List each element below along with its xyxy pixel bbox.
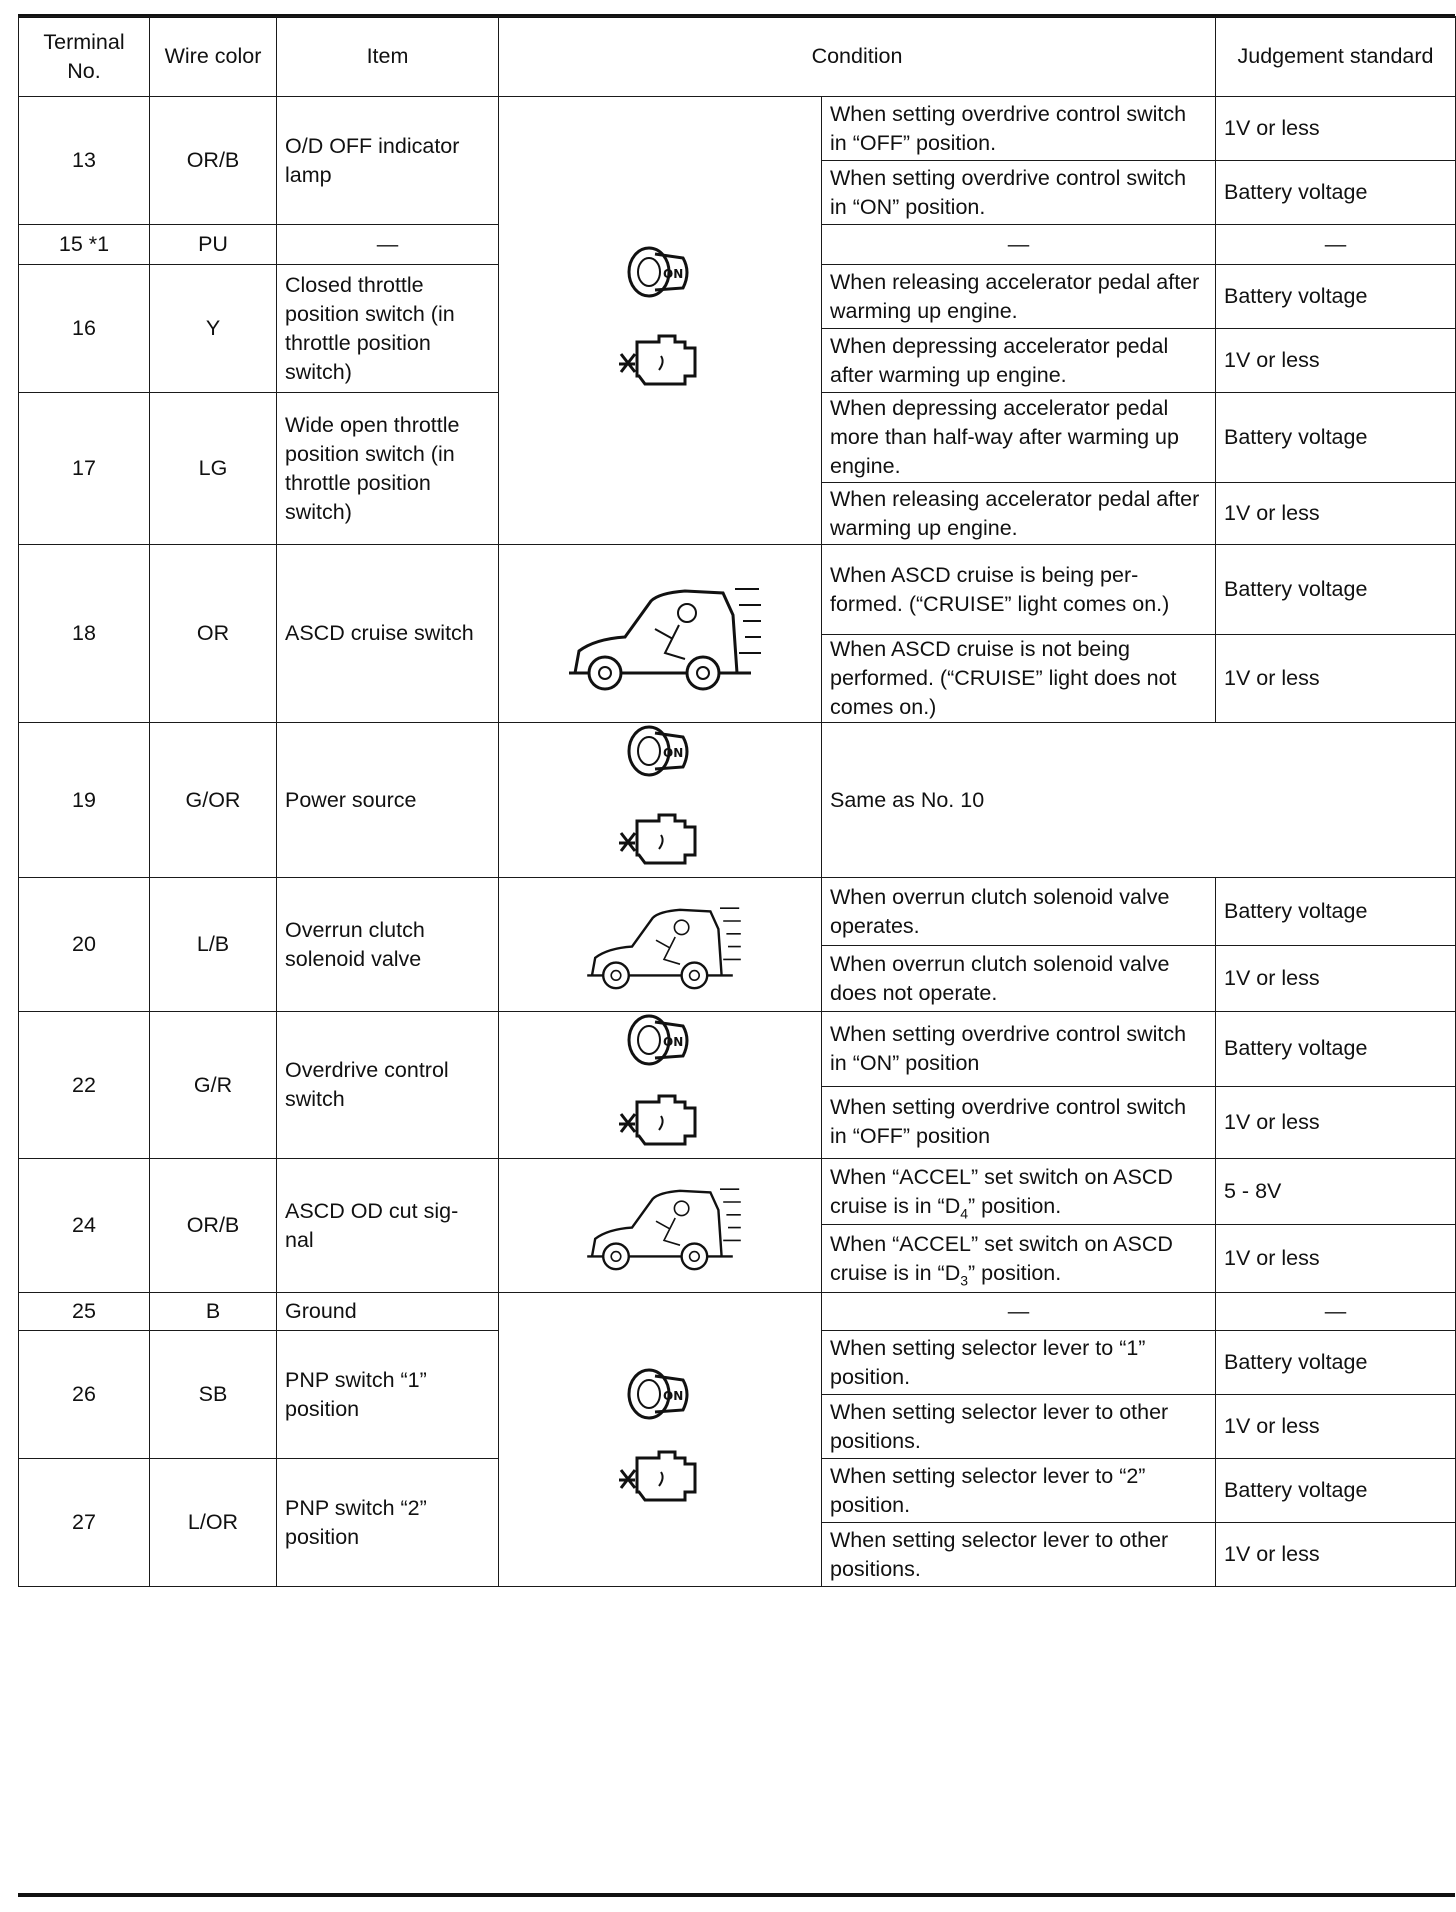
item-name: ASCD cruise switch [277, 545, 499, 723]
header-condition: Condition [499, 17, 1216, 97]
judgement-value: 1V or less [1216, 483, 1456, 545]
condition-text: When setting selector lever to “1” position. [822, 1331, 1216, 1395]
engine-icon [615, 1444, 705, 1514]
condition-text: When setting selector lever to “2” position. [822, 1459, 1216, 1523]
item-name: PNP switch “1” position [277, 1331, 499, 1459]
item-name: Power source [277, 723, 499, 878]
item-name: Overdrive control switch [277, 1012, 499, 1159]
item-name: Wide open throttle position switch (in throttle position switch) [277, 393, 499, 545]
engine-icon [615, 807, 705, 877]
item-name: PNP switch “2” position [277, 1459, 499, 1587]
condition-text: When ASCD cruise is being per- formed. (“CRUISE” light comes on.) [822, 545, 1216, 635]
header-item: Item [277, 17, 499, 97]
item-name: Overrun clutch solenoid valve [277, 878, 499, 1012]
condition-text: When depressing accelerator pedal more than half-way after warming up engine. [822, 393, 1216, 483]
judgement-value: Battery voltage [1216, 393, 1456, 483]
condition-icons [499, 1293, 822, 1587]
condition-text: When “ACCEL” set switch on ASCD cruise is in “$D_3$” position. [822, 1225, 1216, 1293]
condition-text: When “ACCEL” set switch on ASCD cruise is in “$D_4$” position. [822, 1159, 1216, 1225]
terminal-no: 15 *1 [19, 225, 150, 265]
judgement-value: 1V or less [1216, 1086, 1456, 1158]
condition-icons [499, 878, 822, 1012]
terminal-no: 18 [19, 545, 150, 723]
ignition-key-on-icon [625, 1366, 695, 1430]
judgement-value: 1V or less [1216, 1523, 1456, 1587]
header-judgement: Judgement standard [1216, 17, 1456, 97]
table-row [19, 1012, 1456, 1087]
condition-text: When setting overdrive control switch in “OFF” position [822, 1086, 1216, 1158]
condition-text: — [822, 1293, 1216, 1331]
svg-text:ON: ON [663, 1388, 684, 1403]
judgement-value: Battery voltage [1216, 1012, 1456, 1087]
condition-text: When setting overdrive control switch in “ON” position. [822, 161, 1216, 225]
judgement-value: 1V or less [1216, 97, 1456, 161]
condition-text: When depressing accelerator pedal after warming up engine. [822, 329, 1216, 393]
terminal-no: 19 [19, 723, 150, 878]
wire-color: OR [150, 545, 277, 723]
judgement-value: Battery voltage [1216, 878, 1456, 946]
condition-text: When setting selector lever to other positions. [822, 1395, 1216, 1459]
terminal-no: 17 [19, 393, 150, 545]
item-name: Ground [277, 1293, 499, 1331]
table-row [19, 1293, 1456, 1331]
condition-icons [499, 97, 822, 545]
judgement-value: 1V or less [1216, 329, 1456, 393]
condition-text: — [822, 225, 1216, 265]
judgement-value: Battery voltage [1216, 265, 1456, 329]
item-name: ASCD OD cut sig- nal [277, 1159, 499, 1293]
ignition-key-on-icon [625, 723, 695, 787]
condition-text: When releasing accelerator pedal after warming up engine. [822, 265, 1216, 329]
condition-text: When releasing accelerator pedal after warming up engine. [822, 483, 1216, 545]
terminal-no: 13 [19, 97, 150, 225]
header-wire-color: Wire color [150, 17, 277, 97]
condition-icons [499, 1159, 822, 1293]
judgement-value: — [1216, 225, 1456, 265]
judgement-value: Battery voltage [1216, 161, 1456, 225]
wire-color: SB [150, 1331, 277, 1459]
header-row [19, 17, 1456, 97]
judgement-value: 1V or less [1216, 1395, 1456, 1459]
wire-color: PU [150, 225, 277, 265]
wire-color: Y [150, 265, 277, 393]
condition-icons [499, 1012, 822, 1159]
svg-text:ON: ON [663, 1035, 684, 1049]
wire-color: B [150, 1293, 277, 1331]
item-name: O/D OFF indicator lamp [277, 97, 499, 225]
terminal-spec-table [18, 16, 1456, 1587]
wire-color: L/B [150, 878, 277, 1012]
car-driving-icon [555, 982, 765, 1006]
svg-text:ON: ON [663, 746, 684, 760]
ignition-key-on-icon [625, 244, 695, 308]
terminal-no: 27 [19, 1459, 150, 1587]
condition-text: Same as No. 10 [822, 723, 1456, 878]
wire-color: L/OR [150, 1459, 277, 1587]
item-name: Closed throttle position switch (in throttle position switch) [277, 265, 499, 393]
judgement-value: Battery voltage [1216, 1459, 1456, 1523]
judgement-value: 1V or less [1216, 1225, 1456, 1293]
engine-icon [615, 328, 705, 398]
table-row [19, 1159, 1456, 1225]
judgement-value: — [1216, 1293, 1456, 1331]
terminal-no: 22 [19, 1012, 150, 1159]
table-row [19, 97, 1456, 161]
condition-text: When ASCD cruise is not being performed. (“CRUISE” light does not comes on.) [822, 635, 1216, 723]
wire-color: OR/B [150, 1159, 277, 1293]
item-name: — [277, 225, 499, 265]
ignition-key-on-icon [625, 1012, 695, 1076]
wire-color: G/R [150, 1012, 277, 1159]
terminal-no: 16 [19, 265, 150, 393]
terminal-no: 25 [19, 1293, 150, 1331]
condition-icons [499, 723, 822, 878]
condition-text: When overrun clutch solenoid valve operates. [822, 878, 1216, 946]
svg-text:ON: ON [663, 266, 684, 281]
judgement-value: 1V or less [1216, 946, 1456, 1012]
condition-icons [499, 545, 822, 723]
wire-color: OR/B [150, 97, 277, 225]
terminal-no: 20 [19, 878, 150, 1012]
judgement-value: 1V or less [1216, 635, 1456, 723]
table-row [19, 878, 1456, 946]
car-driving-icon [555, 1263, 765, 1287]
table-row [19, 723, 1456, 878]
engine-icon [615, 1088, 705, 1158]
terminal-no: 26 [19, 1331, 150, 1459]
condition-text: When setting selector lever to other positions. [822, 1523, 1216, 1587]
condition-text: When setting overdrive control switch in “ON” position [822, 1012, 1216, 1087]
judgement-value: 5 - 8V [1216, 1159, 1456, 1225]
wire-color: LG [150, 393, 277, 545]
condition-text: When setting overdrive control switch in “OFF” position. [822, 97, 1216, 161]
car-driving-icon [555, 686, 765, 710]
terminal-no: 24 [19, 1159, 150, 1293]
table-row [19, 545, 1456, 635]
condition-text: When overrun clutch solenoid valve does not operate. [822, 946, 1216, 1012]
wire-color: G/OR [150, 723, 277, 878]
judgement-value: Battery voltage [1216, 1331, 1456, 1395]
bottom-rule [18, 1893, 1455, 1897]
judgement-value: Battery voltage [1216, 545, 1456, 635]
header-terminal: Terminal No. [19, 17, 150, 97]
